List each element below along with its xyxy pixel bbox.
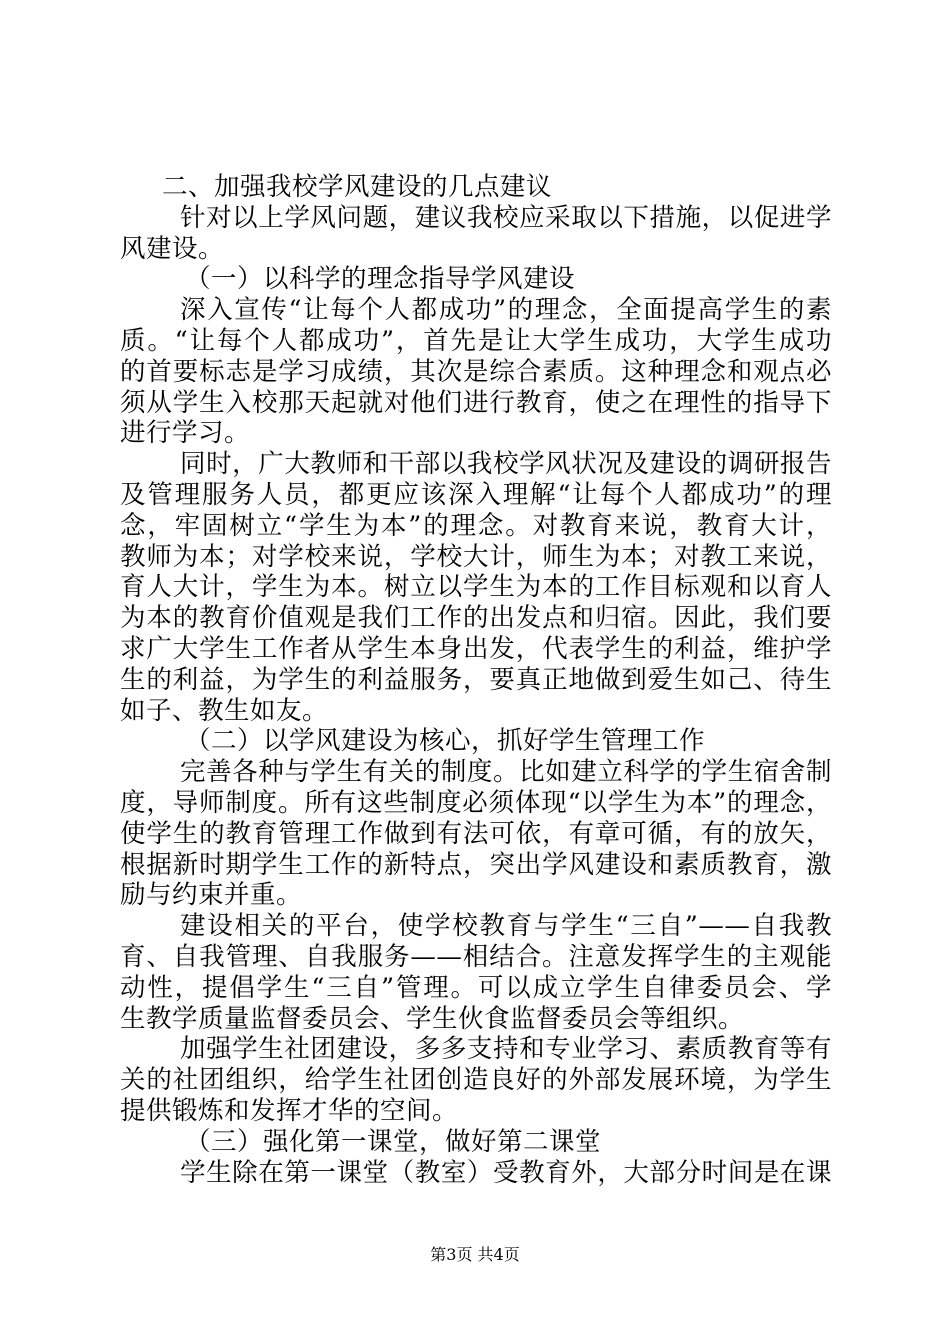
paragraph-line: 风建设。 — [120, 233, 225, 264]
paragraph-line: 度，导师制度。所有这些制度必须体现“以学生为本”的理念， — [120, 787, 832, 818]
subsection-heading: （三）强化第一课堂，做好第二课堂 — [185, 1126, 602, 1157]
paragraph-line: 学生除在第一课堂（教室）受教育外，大部分时间是在课 — [180, 1157, 832, 1188]
paragraph-line: 动性，提倡学生“三自”管理。可以成立学生自律委员会、学 — [120, 972, 832, 1003]
paragraph-line: 使学生的教育管理工作做到有法可依，有章可循，有的放矢， — [120, 818, 832, 849]
paragraph-line: 质。“让每个人都成功”，首先是让大学生成功，大学生成功 — [120, 325, 832, 356]
paragraph-line: 育人大计，学生为本。树立以学生为本的工作目标观和以育人 — [120, 572, 832, 603]
document-body — [120, 172, 832, 1188]
paragraph-line: 为本的教育价值观是我们工作的出发点和归宿。因此，我们要 — [120, 603, 832, 634]
subsection-heading: （一）以科学的理念指导学风建设 — [185, 264, 576, 295]
paragraph-line: 提供锻炼和发挥才华的空间。 — [120, 1095, 459, 1126]
paragraph-line: 根据新时期学生工作的新特点，突出学风建设和素质教育，激 — [120, 849, 832, 880]
paragraph-line: 须从学生入校那天起就对他们进行教育，使之在理性的指导下 — [120, 387, 832, 418]
paragraph-line: 深入宣传“让每个人都成功”的理念，全面提高学生的素 — [180, 295, 832, 326]
paragraph-line: 针对以上学风问题，建议我校应采取以下措施，以促进学 — [180, 202, 832, 233]
paragraph-line: 建设相关的平台，使学校教育与学生“三自”——自我教 — [180, 911, 832, 942]
paragraph-line: 如子、教生如友。 — [120, 695, 329, 726]
paragraph-line: 的首要标志是学习成绩，其次是综合素质。这种理念和观点必 — [120, 356, 832, 387]
paragraph-line: 及管理服务人员，都更应该深入理解“让每个人都成功”的理 — [120, 479, 832, 510]
page-number-footer: 第3页 共4页 — [430, 1245, 520, 1264]
paragraph-line: 完善各种与学生有关的制度。比如建立科学的学生宿舍制 — [180, 757, 832, 788]
paragraph-line: 生教学质量监督委员会、学生伙食监督委员会等组织。 — [120, 1003, 745, 1034]
paragraph-line: 进行学习。 — [120, 418, 251, 449]
paragraph-line: 加强学生社团建设，多多支持和专业学习、素质教育等有 — [180, 1034, 832, 1065]
paragraph-line: 教师为本；对学校来说，学校大计，师生为本；对教工来说， — [120, 541, 832, 572]
subsection-heading: （二）以学风建设为核心，抓好学生管理工作 — [185, 726, 706, 757]
section-heading: 二、加强我校学风建设的几点建议 — [162, 172, 553, 202]
paragraph-line: 同时，广大教师和干部以我校学风状况及建设的调研报告 — [180, 449, 832, 480]
paragraph-line: 生的利益，为学生的利益服务，要真正地做到爱生如己、待生 — [120, 664, 832, 695]
paragraph-line: 念，牢固树立“学生为本”的理念。对教育来说，教育大计， — [120, 510, 832, 541]
paragraph-line: 关的社团组织，给学生社团创造良好的外部发展环境，为学生 — [120, 1065, 832, 1096]
paragraph-line: 育、自我管理、自我服务——相结合。注意发挥学生的主观能 — [120, 941, 832, 972]
paragraph-line: 励与约束并重。 — [120, 880, 303, 911]
paragraph-line: 求广大学生工作者从学生本身出发，代表学生的利益，维护学 — [120, 633, 832, 664]
